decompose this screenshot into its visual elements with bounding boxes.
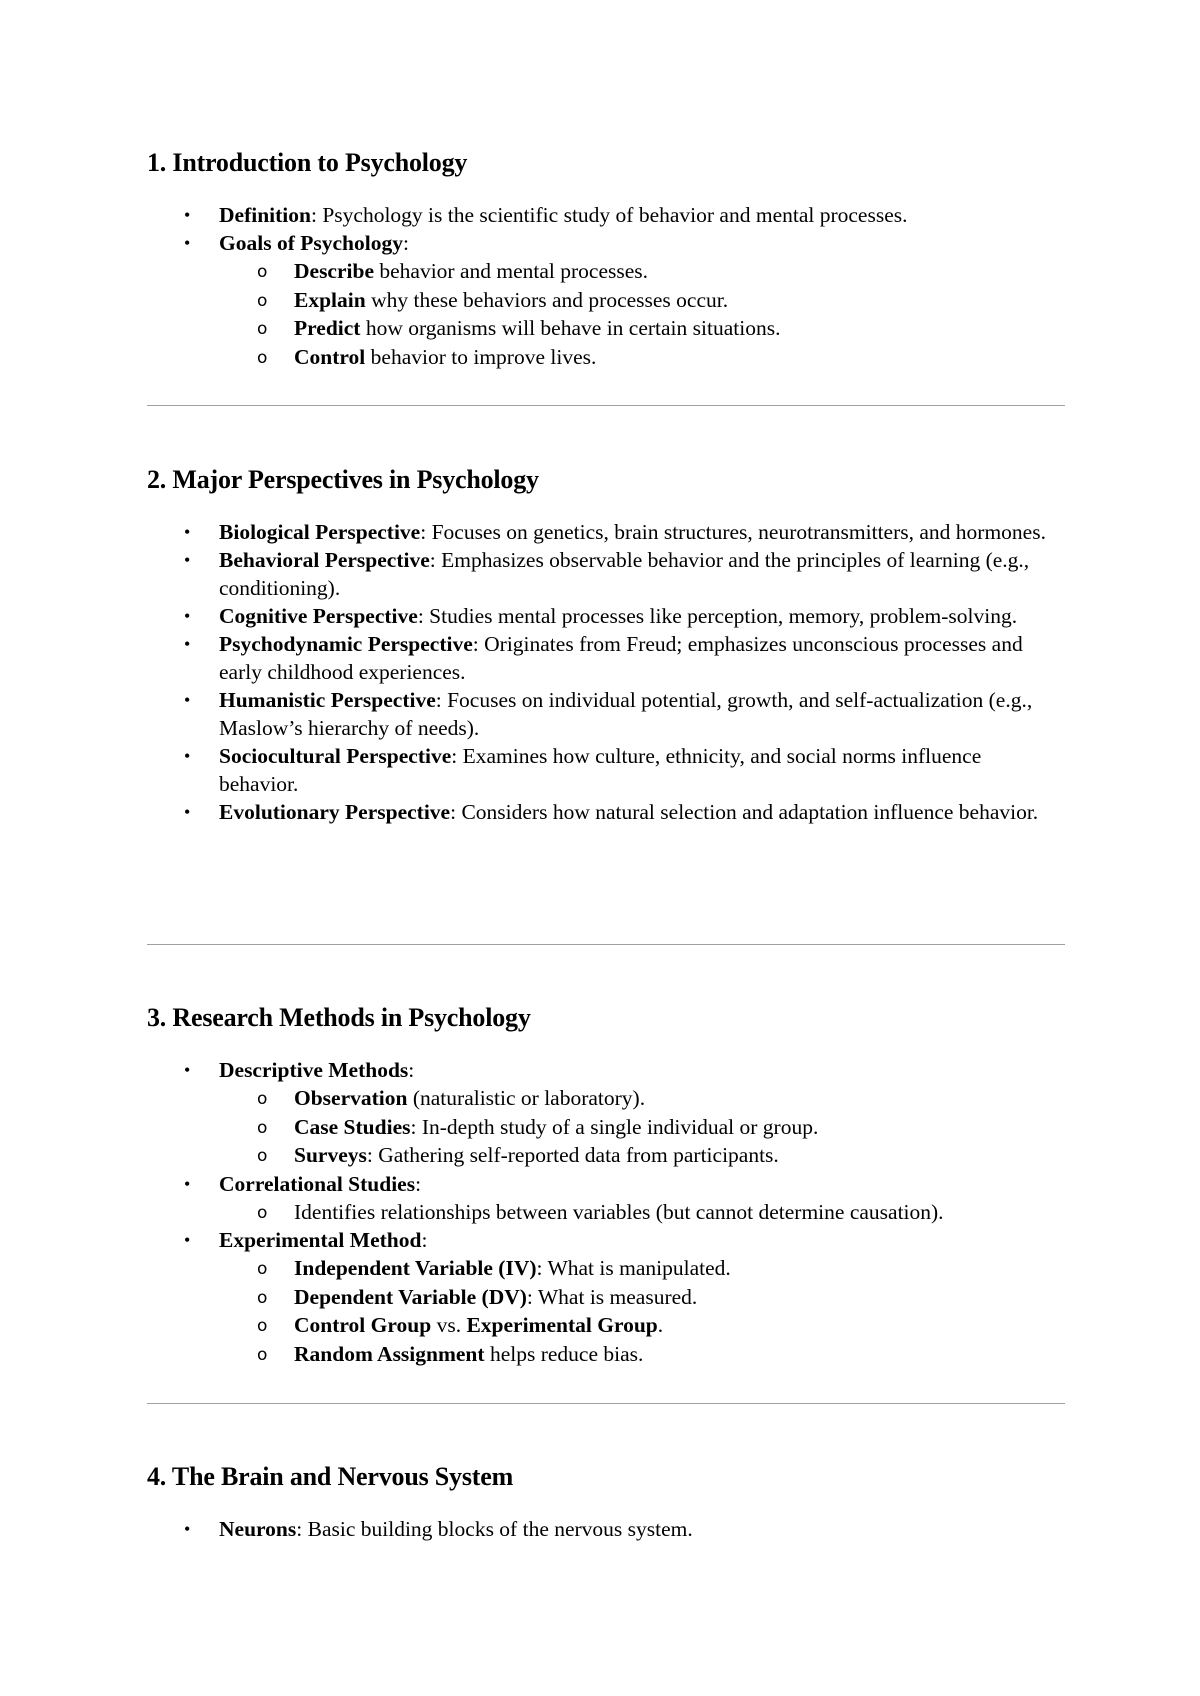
term: Experimental Method: [219, 1228, 422, 1252]
term: Describe: [294, 259, 374, 283]
sub-list: [147, 1198, 1065, 1227]
description: :: [421, 1228, 428, 1252]
circle-bullet-icon: o: [257, 1117, 268, 1138]
list-item: [147, 1170, 1065, 1198]
circle-bullet-icon: o: [257, 319, 268, 339]
sub-list-item: [147, 314, 1065, 343]
list-item: [147, 201, 1065, 229]
term: Independent Variable (IV): [294, 1256, 537, 1280]
list-item: [147, 798, 1065, 826]
section-brain-nervous-system: [147, 1460, 1065, 1543]
description: : Focuses on individual potential, growth, and self-actualization (e.g., Maslow’s hierarchy of needs).: [219, 688, 1033, 740]
sub-list-item: [147, 257, 1065, 286]
term: Humanistic Perspective: [219, 688, 436, 712]
circle-bullet-icon: o: [257, 1089, 268, 1109]
bullet-list: [147, 1515, 1065, 1543]
description: : Considers how natural selection and adaptation influence behavior.: [450, 800, 1039, 824]
description: how organisms will behave in certain situations.: [360, 316, 781, 340]
section-heading: 4. The Brain and Nervous System: [147, 1462, 514, 1491]
description: vs.: [431, 1313, 467, 1337]
bullet-icon: •: [184, 746, 191, 766]
sub-list-item: [147, 1084, 1065, 1113]
sub-list-item: [147, 1113, 1065, 1142]
bullet-list: [147, 1170, 1065, 1198]
description: Identifies relationships between variables (but cannot determine causation).: [294, 1199, 944, 1224]
sub-list-item: [147, 286, 1065, 315]
list-item: [147, 518, 1065, 546]
description: : Studies mental processes like perception, memory, problem-solving.: [417, 604, 1018, 628]
list-item: [147, 1226, 1065, 1254]
section-heading: 3. Research Methods in Psychology: [147, 1003, 531, 1032]
description: : Emphasizes observable behavior and the principles of learning (e.g., conditioning).: [219, 548, 1030, 600]
description: : Basic building blocks of the nervous system.: [296, 1517, 693, 1541]
term: Random Assignment: [294, 1341, 485, 1366]
description: : What is measured.: [526, 1284, 698, 1309]
list-item: [147, 742, 1065, 798]
term: Predict: [294, 316, 361, 340]
description: :: [415, 1171, 422, 1196]
circle-bullet-icon: o: [257, 1287, 268, 1308]
section-heading: 1. Introduction to Psychology: [147, 148, 468, 177]
description: : In-depth study of a single individual or group.: [410, 1114, 819, 1139]
description: .: [657, 1313, 664, 1337]
circle-bullet-icon: o: [257, 1344, 268, 1365]
bullet-list: [147, 518, 1065, 826]
bullet-icon: •: [184, 233, 191, 253]
bullet-icon: •: [184, 802, 191, 822]
term: Case Studies: [294, 1114, 411, 1139]
term: Explain: [294, 287, 366, 312]
horizontal-rule: [147, 944, 1065, 945]
term: Descriptive Methods: [219, 1058, 409, 1082]
sub-list-item: [147, 1340, 1065, 1369]
list-item: [147, 1056, 1065, 1084]
term: Evolutionary Perspective: [219, 800, 451, 824]
circle-bullet-icon: o: [257, 1202, 268, 1223]
description: : Examines how culture, ethnicity, and social norms influence behavior.: [219, 744, 982, 796]
sub-list-item: [147, 1311, 1065, 1340]
sub-list-item: [147, 343, 1065, 372]
circle-bullet-icon: o: [257, 1316, 268, 1336]
term: Dependent Variable (DV): [294, 1284, 527, 1309]
list-item: [147, 686, 1065, 742]
circle-bullet-icon: o: [257, 290, 268, 311]
description: behavior to improve lives.: [365, 344, 597, 369]
description: : What is manipulated.: [536, 1256, 731, 1280]
circle-bullet-icon: o: [257, 347, 268, 368]
bullet-icon: •: [184, 690, 191, 710]
bullet-list: [147, 201, 1065, 257]
sub-list-item: [147, 1141, 1065, 1170]
circle-bullet-icon: o: [257, 262, 268, 282]
term: Control Group: [294, 1313, 432, 1337]
term: Control: [294, 344, 366, 369]
term: Sociocultural Perspective: [219, 744, 452, 768]
sub-list: [147, 1084, 1065, 1170]
sub-list: [147, 1254, 1065, 1368]
bullet-list: [147, 1226, 1065, 1254]
term: Observation: [294, 1086, 408, 1110]
sub-list-item: [147, 1198, 1065, 1227]
description: (naturalistic or laboratory).: [407, 1086, 646, 1110]
description: :: [402, 231, 409, 255]
circle-bullet-icon: o: [257, 1146, 268, 1166]
bullet-icon: •: [184, 205, 191, 225]
section-introduction: [147, 146, 1065, 371]
description: : Gathering self-reported data from participants.: [366, 1143, 779, 1167]
bullet-icon: •: [184, 522, 191, 542]
description: why these behaviors and processes occur.: [365, 287, 729, 312]
section-perspectives: [147, 463, 1065, 826]
sub-list-item: [147, 1254, 1065, 1283]
bullet-icon: •: [184, 1230, 191, 1250]
term: Correlational Studies: [219, 1171, 416, 1196]
list-item: [147, 229, 1065, 257]
sub-list: [147, 257, 1065, 371]
description: behavior and mental processes.: [374, 259, 649, 283]
list-item: [147, 1515, 1065, 1543]
description: : Focuses on genetics, brain structures, neurotransmitters, and hormones.: [420, 520, 1046, 544]
term: Biological Perspective: [219, 520, 421, 544]
list-item: [147, 546, 1065, 602]
term: Surveys: [294, 1143, 367, 1167]
horizontal-rule: [147, 405, 1065, 406]
term: Cognitive Perspective: [219, 604, 418, 628]
term: Goals of Psychology: [219, 231, 403, 255]
sub-list-item: [147, 1283, 1065, 1312]
list-item: [147, 630, 1065, 686]
list-item: [147, 602, 1065, 630]
term: Experimental Group: [466, 1313, 658, 1337]
bullet-icon: •: [184, 1519, 191, 1539]
description: :: [408, 1058, 415, 1082]
section-heading: 2. Major Perspectives in Psychology: [147, 465, 539, 494]
bullet-icon: •: [184, 1060, 191, 1080]
section-research-methods: [147, 1001, 1065, 1368]
description: : Psychology is the scientific study of behavior and mental processes.: [310, 203, 908, 227]
bullet-icon: •: [184, 1173, 191, 1194]
horizontal-rule: [147, 1403, 1065, 1404]
description: : Originates from Freud; emphasizes unconscious processes and early childhood experiences.: [219, 632, 1023, 684]
circle-bullet-icon: o: [257, 1259, 268, 1279]
term: Neurons: [219, 1517, 297, 1541]
description: helps reduce bias.: [484, 1341, 644, 1366]
bullet-icon: •: [184, 550, 191, 570]
bullet-list: [147, 1056, 1065, 1084]
term: Psychodynamic Perspective: [219, 632, 473, 656]
term: Behavioral Perspective: [219, 548, 430, 572]
term: Definition: [219, 203, 311, 227]
bullet-icon: •: [184, 606, 191, 626]
bullet-icon: •: [184, 634, 191, 654]
